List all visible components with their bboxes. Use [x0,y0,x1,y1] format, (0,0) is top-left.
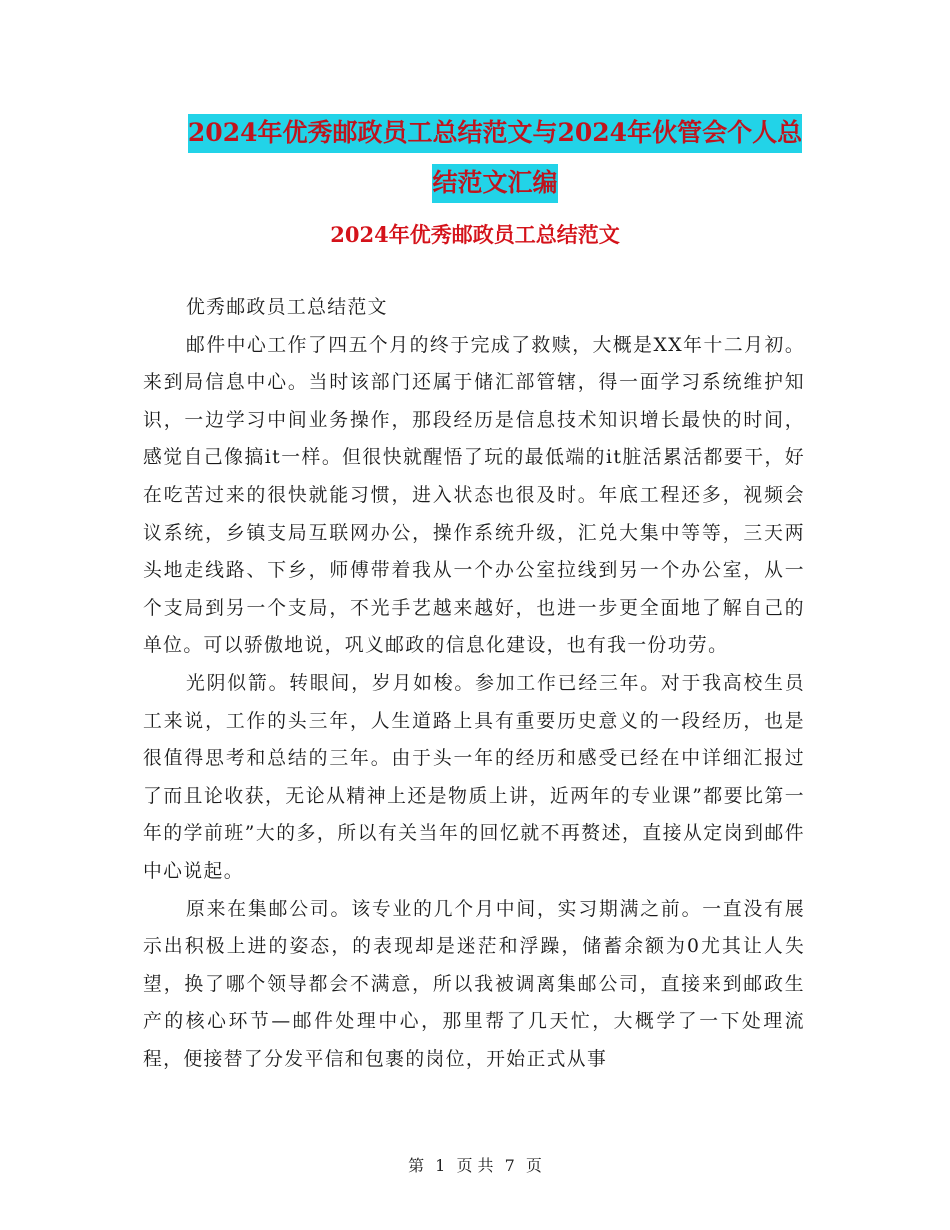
footer-prefix: 第 [408,1156,425,1175]
page-footer [0,1154,950,1178]
paragraph: 邮件中心工作了四五个月的终于完成了救赎，大概是XX年十二月初。来到局信息中心。当时该部门还属于储汇部管辖，得一面学习系统维护知识，一边学习中间业务操作，那段经历是信息技术知识增长最快的时间，感觉自己像搞it一样。但很快就醒悟了玩的最低端的it脏活累活都要干，好在吃苦过来的很快就能习惯，进入状态也很及时。年底工程还多，视频会议系统，乡镇支局互联网办公，操作系统升级，汇兑大集中等等，三天两头地走线路、下乡，师傅带着我从一个办公室拉线到另一个办公室，从一个支局到另一个支局，不光手艺越来越好，也进一步更全面地了解自己的单位。可以骄傲地说，巩义邮政的信息化建设，也有我一份功劳。 [143,334,805,657]
footer-suffix: 页 [525,1156,542,1175]
footer-current-page: 1 [435,1156,446,1175]
paragraph: 原来在集邮公司。该专业的几个月中间，实习期满之前。一直没有展示出积极上进的姿态，的表现却是迷茫和浮躁，储蓄余额为0尤其让人失望，换了哪个领导都会不满意，所以我被调离集邮公司，直接来到邮政生产的核心环节—邮件处理中心，那里帮了几天忙，大概学了一下处理流程，便接替了分发平信和包裹的岗位，开始正式从事 [143,898,805,1070]
paragraph-subtitle: 优秀邮政员工总结范文 [186,297,388,318]
footer-middle: 页 共 [456,1156,494,1175]
title-line-2: 结范文汇编 [432,164,557,203]
body-text [143,289,805,1078]
document-title [150,108,840,208]
section-title: 2024年优秀邮政员工总结范文 [330,222,620,247]
paragraph: 光阴似箭。转眼间，岁月如梭。参加工作已经三年。对于我高校生员工来说，工作的头三年，人生道路上具有重要历史意义的一段经历，也是很值得思考和总结的三年。由于头一年的经历和感受已经在中详细汇报过了而且论收获，无论从精神上还是物质上讲，近两年的专业课”都要比第一年的学前班”大的多，所以有关当年的回忆就不再赘述，直接从定岗到邮件中心说起。 [143,672,805,882]
footer-total-pages: 7 [504,1156,515,1175]
title-line-1: 2024年优秀邮政员工总结范文与2024年伙管会个人总 [188,114,802,153]
